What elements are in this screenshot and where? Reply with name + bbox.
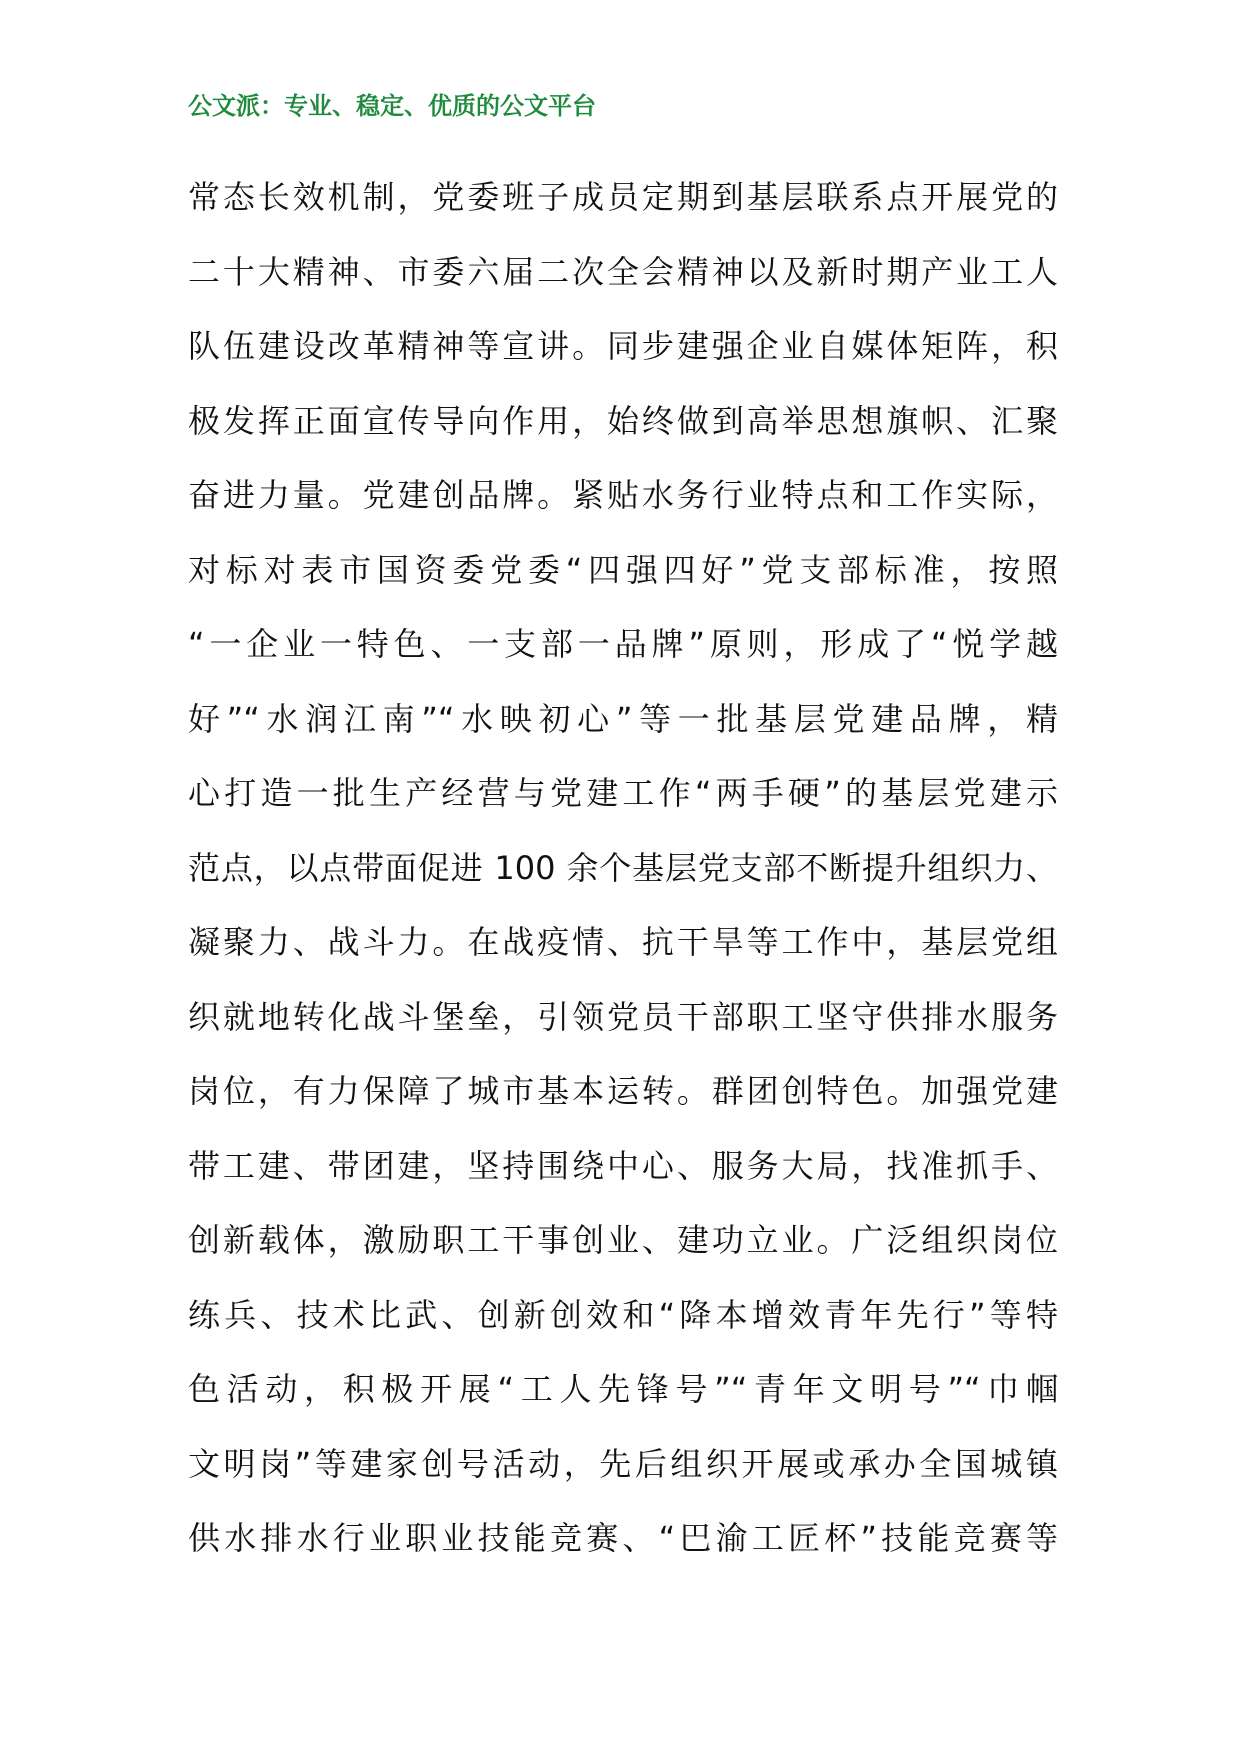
text-line: 带工建、带团建，坚持围绕中心、服务大局，找准抓手、 (188, 1146, 1058, 1185)
text-line: 常态长效机制，党委班子成员定期到基层联系点开展党的 (188, 178, 1058, 216)
text-line: 岗位，有力保障了城市基本运转。群团创特色。加强党建 (188, 1072, 1058, 1110)
text-line: 队伍建设改革精神等宣讲。同步建强企业自媒体矩阵，积 (188, 327, 1058, 365)
text-line: 二十大精神、市委六届二次全会精神以及新时期产业工人 (188, 252, 1058, 291)
text-line: 对标对表市国资委党委“四强四好”党支部标准，按照 (188, 550, 1058, 589)
body-text (188, 160, 1058, 1576)
text-line: 凝聚力、战斗力。在战疫情、抗干旱等工作中，基层党组 (188, 923, 1058, 961)
text-line: “一企业一特色、一支部一品牌”原则，形成了“悦学越 (188, 625, 1058, 663)
text-line: 范点，以点带面促进 100 余个基层党支部不断提升组织力、 (188, 848, 1058, 887)
text-line: 创新载体，激励职工干事创业、建功立业。广泛组织岗位 (188, 1221, 1058, 1259)
text-line: 心打造一批生产经营与党建工作“两手硬”的基层党建示 (188, 774, 1058, 812)
text-line: 织就地转化战斗堡垒，引领党员干部职工坚守供排水服务 (188, 997, 1058, 1036)
text-line: 供水排水行业职业技能竞赛、“巴渝工匠杯”技能竞赛等 (188, 1519, 1058, 1557)
text-line: 极发挥正面宣传导向作用，始终做到高举思想旗帜、汇聚 (188, 401, 1058, 440)
text-line: 好”“水润江南”“水映初心”等一批基层党建品牌，精 (188, 699, 1058, 738)
text-line: 奋进力量。党建创品牌。紧贴水务行业特点和工作实际， (188, 476, 1058, 514)
text-line: 练兵、技术比武、创新创效和“降本增效青年先行”等特 (188, 1295, 1058, 1334)
text-line: 色活动，积极开展“工人先锋号”“青年文明号”“巾帼 (188, 1370, 1058, 1408)
text-line: 文明岗”等建家创号活动，先后组织开展或承办全国城镇 (188, 1444, 1058, 1483)
site-header: 公文派：专业、稳定、优质的公文平台 (188, 91, 596, 120)
